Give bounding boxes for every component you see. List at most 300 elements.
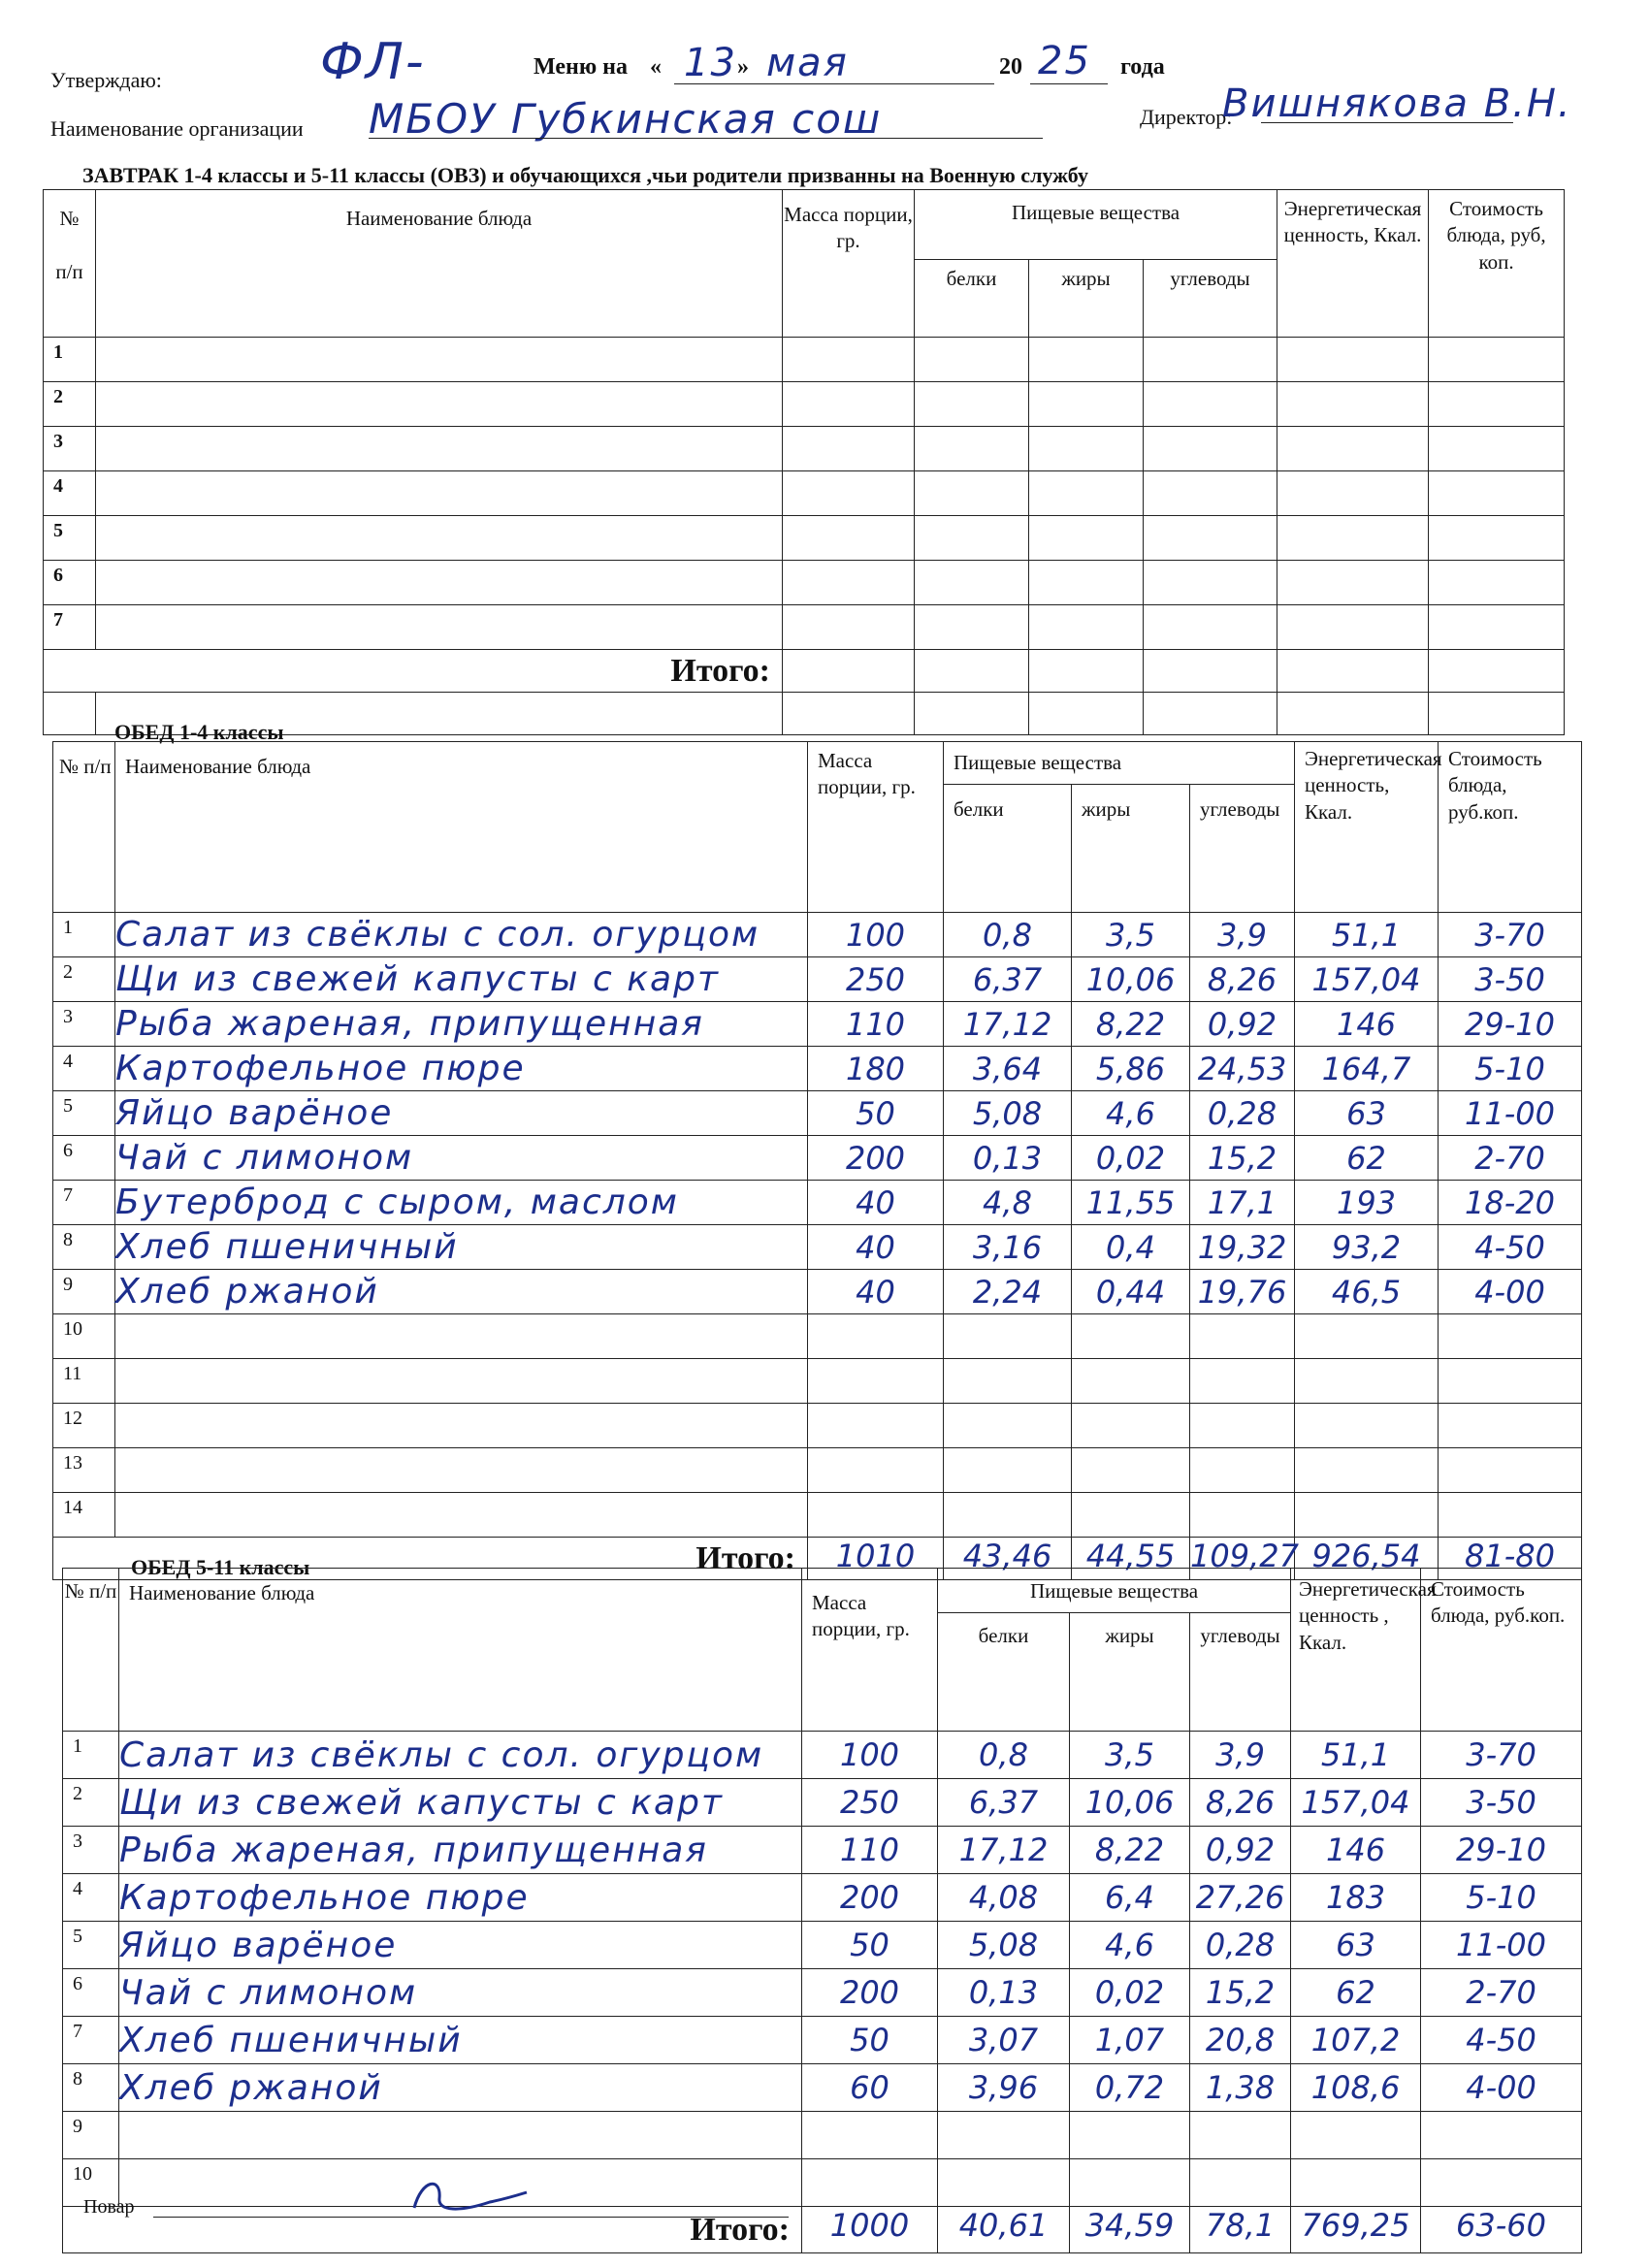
mass-cell: 100 [808,913,944,957]
empty-cell [915,516,1029,561]
empty-cell [783,427,915,471]
energy-cell: 51,1 [1291,1732,1421,1779]
row-number: 1 [53,913,115,957]
cost-cell [1421,2159,1582,2207]
mass-cell: 200 [802,1874,938,1922]
lunch511-total-carbs: 78,1 [1190,2207,1291,2253]
empty-cell [915,471,1029,516]
lunch511-total-fat: 34,59 [1070,2207,1190,2253]
empty-cell [1429,471,1565,516]
fat-cell [1072,1359,1190,1404]
row-number: 4 [53,1047,115,1091]
lunch511-col-num: № п/п [63,1569,119,1732]
breakfast-col-mass: Масса порции, гр. [783,190,915,338]
energy-cell: 146 [1291,1827,1421,1874]
empty-cell [1029,516,1144,561]
row-number: 5 [63,1922,119,1969]
protein-cell [944,1448,1072,1493]
empty-cell [1029,338,1144,382]
breakfast-row [44,561,1565,605]
empty-cell [96,338,783,382]
dish-name: Чай с лимоном [115,1136,808,1181]
row-number: 1 [63,1732,119,1779]
fat-cell [1070,2112,1190,2159]
lunch511-col-carbs: углеводы [1190,1613,1291,1732]
energy-cell [1291,2159,1421,2207]
fat-cell: 0,4 [1072,1225,1190,1270]
mass-cell: 250 [808,957,944,1002]
carbs-cell: 0,28 [1190,1922,1291,1969]
mass-cell [808,1314,944,1359]
empty-cell [915,561,1029,605]
breakfast-row [44,516,1565,561]
lunch511-row [63,2112,1582,2159]
breakfast-col-energy: Энергетическая ценность, Ккал. [1277,190,1429,338]
dish-name: Рыба жареная, припущенная [115,1002,808,1047]
mass-cell: 110 [802,1827,938,1874]
lunch511-total-protein: 40,61 [938,2207,1070,2253]
carbs-cell [1190,2159,1291,2207]
lunch14-total-fat: 44,55 [1072,1538,1190,1580]
lunch511-total-energy: 769,25 [1291,2207,1421,2253]
row-number: 3 [44,427,96,471]
year-underline [1030,83,1108,84]
protein-cell: 6,37 [944,957,1072,1002]
row-number: 7 [53,1181,115,1225]
dish-name [115,1493,808,1538]
protein-cell: 5,08 [944,1091,1072,1136]
lunch14-col-fat: жиры [1072,785,1190,913]
lunch14-col-energy: Энергетическая ценность, Ккал. [1295,742,1439,913]
carbs-cell [1190,1448,1295,1493]
breakfast-col-nutrients: Пищевые вещества [915,190,1277,260]
lunch14-row [53,1404,1582,1448]
dish-name: Яйцо варёное [115,1091,808,1136]
dish-name: Хлеб ржаной [115,1270,808,1314]
protein-cell: 17,12 [938,1827,1070,1874]
row-number: 8 [63,2064,119,2112]
year-suffix: 25 [1038,39,1091,83]
mass-cell: 40 [808,1225,944,1270]
row-number: 9 [63,2112,119,2159]
cost-cell [1421,2112,1582,2159]
breakfast-col-carbs: углеводы [1144,260,1277,338]
energy-cell: 46,5 [1295,1270,1439,1314]
cost-cell: 18-20 [1439,1181,1582,1225]
cost-cell: 4-00 [1439,1270,1582,1314]
lunch14-row [53,1314,1582,1359]
empty-cell [1429,516,1565,561]
breakfast-col-fat: жиры [1029,260,1144,338]
lunch511-col-cost: Стоимость блюда, руб.коп. [1421,1569,1582,1732]
fat-cell [1072,1448,1190,1493]
dish-name: Чай с лимоном [119,1969,802,2017]
empty-cell [1029,427,1144,471]
lunch511-row [63,2064,1582,2112]
energy-cell: 62 [1295,1136,1439,1181]
mass-cell [802,2159,938,2207]
empty-cell [1144,471,1277,516]
org-label: Наименование организации [50,116,304,141]
lunch511-row [63,2159,1582,2207]
protein-cell: 6,37 [938,1779,1070,1827]
mass-cell: 50 [802,1922,938,1969]
menu-label: Меню на [534,54,628,80]
energy-cell: 164,7 [1295,1047,1439,1091]
lunch14-total-label: Итого: [53,1538,808,1580]
dish-name: Картофельное пюре [115,1047,808,1091]
carbs-cell: 19,32 [1190,1225,1295,1270]
fat-cell [1072,1404,1190,1448]
carbs-cell: 3,9 [1190,1732,1291,1779]
energy-cell [1295,1314,1439,1359]
breakfast-col-name: Наименование блюда [96,190,783,338]
lunch14-col-name: Наименование блюда [115,742,808,913]
energy-cell: 183 [1291,1874,1421,1922]
dish-name: Щи из свежей капусты с карт [115,957,808,1002]
fat-cell: 6,4 [1070,1874,1190,1922]
energy-cell: 62 [1291,1969,1421,2017]
fat-cell: 10,06 [1070,1779,1190,1827]
mass-cell [808,1359,944,1404]
carbs-cell: 0,92 [1190,1002,1295,1047]
carbs-cell: 8,26 [1190,957,1295,1002]
carbs-cell: 1,38 [1190,2064,1291,2112]
breakfast-row [44,382,1565,427]
empty-cell [1429,427,1565,471]
lunch14-row [53,1270,1582,1314]
mass-cell: 50 [802,2017,938,2064]
carbs-cell: 0,28 [1190,1091,1295,1136]
energy-cell [1295,1493,1439,1538]
fat-cell: 5,86 [1072,1047,1190,1091]
protein-cell: 0,8 [938,1732,1070,1779]
dish-name [115,1359,808,1404]
dish-name: Салат из свёклы с сол. огурцом [119,1732,802,1779]
empty-cell [96,471,783,516]
energy-cell: 51,1 [1295,913,1439,957]
empty-cell [1429,338,1565,382]
empty-cell [96,516,783,561]
protein-cell: 3,96 [938,2064,1070,2112]
energy-cell: 146 [1295,1002,1439,1047]
mass-cell: 50 [808,1091,944,1136]
carbs-cell: 8,26 [1190,1779,1291,1827]
row-number: 5 [44,516,96,561]
row-number: 6 [44,561,96,605]
fat-cell: 11,55 [1072,1181,1190,1225]
lunch511-row [63,1827,1582,1874]
fat-cell: 4,6 [1072,1091,1190,1136]
row-number: 12 [53,1404,115,1448]
protein-cell: 2,24 [944,1270,1072,1314]
carbs-cell: 3,9 [1190,913,1295,957]
cost-cell: 3-70 [1421,1732,1582,1779]
empty-cell [1277,605,1429,650]
lunch14-row [53,1136,1582,1181]
empty-cell [1277,382,1429,427]
row-number: 6 [53,1136,115,1181]
empty-cell [1277,561,1429,605]
row-number: 3 [63,1827,119,1874]
cost-cell: 29-10 [1421,1827,1582,1874]
fat-cell: 0,02 [1072,1136,1190,1181]
empty-cell [915,338,1029,382]
carbs-cell: 24,53 [1190,1047,1295,1091]
fat-cell: 0,44 [1072,1270,1190,1314]
lunch511-col-nutrients: Пищевые вещества [938,1569,1291,1613]
carbs-cell [1190,1404,1295,1448]
dish-name: Картофельное пюре [119,1874,802,1922]
dish-name: Бутерброд с сыром, маслом [115,1181,808,1225]
dish-name: Рыба жареная, припущенная [119,1827,802,1874]
row-number: 4 [44,471,96,516]
fat-cell [1072,1314,1190,1359]
cost-cell: 4-50 [1421,2017,1582,2064]
lunch511-col-energy: Энергетическая ценность , Ккал. [1291,1569,1421,1732]
approve-label: Утверждаю: [50,68,162,92]
breakfast-row [44,338,1565,382]
lunch511-row [63,1922,1582,1969]
year-label: года [1120,54,1165,80]
mass-cell: 200 [808,1136,944,1181]
breakfast-title: ЗАВТРАК 1-4 классы и 5-11 классы (ОВЗ) и обучающихся ,чьи родители призванны на Военную службу [82,163,1088,187]
dish-name [115,1314,808,1359]
fat-cell [1072,1493,1190,1538]
energy-cell: 108,6 [1291,2064,1421,2112]
lunch14-col-num: № п/п [53,742,115,913]
protein-cell: 4,08 [938,1874,1070,1922]
cost-cell: 5-10 [1421,1874,1582,1922]
director-label: Директор: [1140,105,1233,129]
protein-cell: 3,64 [944,1047,1072,1091]
empty-cell [1429,605,1565,650]
fat-cell: 0,72 [1070,2064,1190,2112]
carbs-cell [1190,1493,1295,1538]
cost-cell [1439,1493,1582,1538]
cost-cell: 11-00 [1439,1091,1582,1136]
empty-cell [1144,561,1277,605]
dish-name [115,1404,808,1448]
row-number: 4 [63,1874,119,1922]
dish-name: Хлеб пшеничный [115,1225,808,1270]
empty-cell [915,427,1029,471]
date-day: 13 [684,41,737,85]
mass-cell [808,1448,944,1493]
mass-cell [808,1404,944,1448]
carbs-cell: 15,2 [1190,1136,1295,1181]
lunch14-row [53,1225,1582,1270]
energy-cell: 107,2 [1291,2017,1421,2064]
carbs-cell: 20,8 [1190,2017,1291,2064]
empty-cell [783,382,915,427]
energy-cell [1295,1359,1439,1404]
empty-cell [1144,516,1277,561]
row-number: 11 [53,1359,115,1404]
approve-signature: ФЛ- [320,33,426,91]
dish-name [119,2112,802,2159]
lunch14-row [53,1181,1582,1225]
fat-cell: 8,22 [1072,1002,1190,1047]
lunch14-row [53,1448,1582,1493]
lunch14-col-nutrients: Пищевые вещества [944,742,1295,785]
energy-cell: 157,04 [1291,1779,1421,1827]
mass-cell: 40 [808,1270,944,1314]
row-number: 10 [63,2159,119,2207]
lunch511-col-fat: жиры [1070,1613,1190,1732]
lunch14-total-energy: 926,54 [1295,1538,1439,1580]
cost-cell: 4-50 [1439,1225,1582,1270]
protein-cell: 0,13 [938,1969,1070,2017]
empty-cell [1029,561,1144,605]
empty-cell [783,516,915,561]
row-number: 2 [63,1779,119,1827]
row-number: 8 [53,1225,115,1270]
fat-cell: 10,06 [1072,957,1190,1002]
cost-cell [1439,1448,1582,1493]
breakfast-col-protein: белки [915,260,1029,338]
row-number: 6 [63,1969,119,2017]
protein-cell [944,1404,1072,1448]
dish-name: Хлеб пшеничный [119,2017,802,2064]
lunch511-row [63,1969,1582,2017]
row-number: 5 [53,1091,115,1136]
date-month: мая [766,41,849,85]
cost-cell: 5-10 [1439,1047,1582,1091]
lunch14-row [53,1002,1582,1047]
lunch511-row [63,2017,1582,2064]
dish-name: Яйцо варёное [119,1922,802,1969]
carbs-cell: 19,76 [1190,1270,1295,1314]
empty-cell [1144,338,1277,382]
energy-cell: 193 [1295,1181,1439,1225]
carbs-cell [1190,1314,1295,1359]
carbs-cell: 0,92 [1190,1827,1291,1874]
cost-cell: 2-70 [1439,1136,1582,1181]
empty-cell [1144,427,1277,471]
cost-cell [1439,1359,1582,1404]
protein-cell: 3,16 [944,1225,1072,1270]
cost-cell: 3-50 [1421,1779,1582,1827]
lunch14-col-protein: белки [944,785,1072,913]
cost-cell [1439,1314,1582,1359]
protein-cell: 0,8 [944,913,1072,957]
empty-cell [1029,605,1144,650]
energy-cell: 157,04 [1295,957,1439,1002]
empty-cell [1144,605,1277,650]
mass-cell: 100 [802,1732,938,1779]
row-number: 13 [53,1448,115,1493]
lunch14-col-mass: Масса порции, гр. [808,742,944,913]
row-number: 1 [44,338,96,382]
lunch14-row [53,1359,1582,1404]
row-number: 2 [44,382,96,427]
cook-label: Повар [83,2196,135,2218]
director-underline [1261,122,1513,123]
empty-cell [1277,471,1429,516]
protein-cell: 5,08 [938,1922,1070,1969]
org-name: МБОУ Губкинская сош [369,95,883,143]
fat-cell: 0,02 [1070,1969,1190,2017]
lunch511-row [63,1779,1582,1827]
empty-cell [96,561,783,605]
protein-cell [944,1314,1072,1359]
cost-cell: 4-00 [1421,2064,1582,2112]
cost-cell: 29-10 [1439,1002,1582,1047]
lunch14-row [53,913,1582,957]
fat-cell: 4,6 [1070,1922,1190,1969]
carbs-cell [1190,2112,1291,2159]
breakfast-col-cost: Стоимость блюда, руб, коп. [1429,190,1565,338]
quote-open: « [650,54,662,80]
lunch511-total-mass: 1000 [802,2207,938,2253]
breakfast-total-label: Итого: [44,650,783,693]
empty-cell [1277,516,1429,561]
empty-cell [1429,561,1565,605]
energy-cell [1295,1448,1439,1493]
quote-close: » [737,54,749,80]
cost-cell: 2-70 [1421,1969,1582,2017]
breakfast-col-num: № п/п [44,190,96,338]
empty-cell [915,605,1029,650]
dish-name: Салат из свёклы с сол. огурцом [115,913,808,957]
year-prefix: 20 [999,54,1022,80]
cost-cell: 11-00 [1421,1922,1582,1969]
mass-cell [802,2112,938,2159]
empty-cell [783,561,915,605]
empty-cell [1029,471,1144,516]
lunch511-table [62,1568,1582,2253]
protein-cell: 4,8 [944,1181,1072,1225]
breakfast-table [43,189,1565,735]
fat-cell: 8,22 [1070,1827,1190,1874]
empty-cell [1277,427,1429,471]
empty-cell [1144,382,1277,427]
empty-cell [1277,338,1429,382]
mass-cell: 60 [802,2064,938,2112]
protein-cell [938,2159,1070,2207]
row-number: 9 [53,1270,115,1314]
breakfast-row [44,471,1565,516]
row-number: 7 [44,605,96,650]
lunch14-total-carbs: 109,27 [1190,1538,1295,1580]
lunch14-row [53,1493,1582,1538]
lunch14-row [53,957,1582,1002]
dish-name [115,1448,808,1493]
mass-cell: 250 [802,1779,938,1827]
empty-cell [1429,382,1565,427]
carbs-cell: 27,26 [1190,1874,1291,1922]
breakfast-row [44,605,1565,650]
empty-cell [96,382,783,427]
energy-cell [1295,1404,1439,1448]
mass-cell: 110 [808,1002,944,1047]
lunch14-col-cost: Стоимость блюда, руб.коп. [1439,742,1582,913]
lunch511-title: ОБЕД 5-11 классы [131,1555,310,1579]
lunch14-total-protein: 43,46 [944,1538,1072,1580]
row-number: 10 [53,1314,115,1359]
row-number: 14 [53,1493,115,1538]
carbs-cell [1190,1359,1295,1404]
lunch511-total-cost: 63-60 [1421,2207,1582,2253]
protein-cell [944,1359,1072,1404]
empty-cell [783,471,915,516]
dish-name: Щи из свежей капусты с карт [119,1779,802,1827]
lunch511-col-mass: Масса порции, гр. [802,1569,938,1732]
protein-cell: 17,12 [944,1002,1072,1047]
energy-cell: 93,2 [1295,1225,1439,1270]
lunch511-col-name: Наименование блюда [119,1569,802,1732]
